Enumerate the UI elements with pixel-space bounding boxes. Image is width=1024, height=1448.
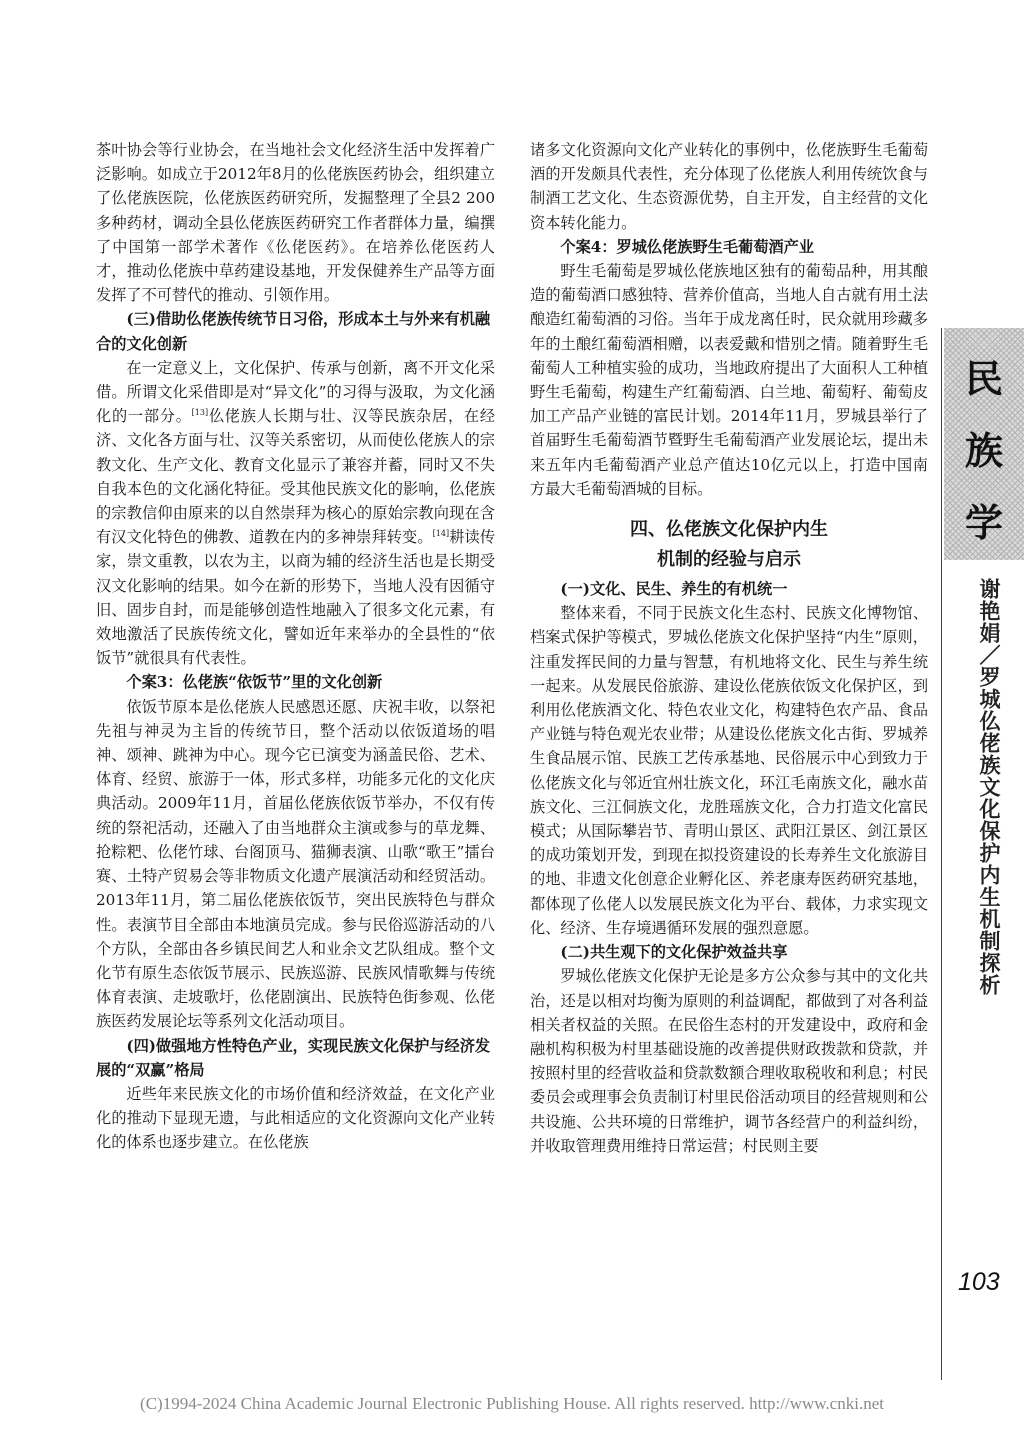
- text-span: 耕读传家，崇文重教，以农为主，以商为辅的经济生活也是长期受汉文化影响的结果。如今在新的形势下，当地人没有因循守旧、固步自封，而是能够创造性地融入了很多文化元素，有效地激活了民族传统文化，譬如近年来举办的全县性的“依饭节”就很具有代表性。: [96, 528, 496, 668]
- running-title: 谢艳娟／罗城仫佬族文化保护内生机制探析: [977, 578, 1001, 996]
- section-heading: (四)做强地方性特色产业，实现民族文化保护与经济发展的“双赢”格局: [96, 1036, 491, 1079]
- section-heading: (一)文化、民生、养生的有机统一: [560, 580, 788, 599]
- case-title: 个案3：仫佬族“依饭节”里的文化创新: [126, 673, 383, 692]
- chapter-heading: [530, 515, 928, 575]
- page-number: 103: [958, 1268, 1000, 1296]
- section-heading: (三)借助仫佬族传统节日习俗，形成本土与外来有机融合的文化创新: [96, 310, 491, 353]
- chapter-heading-line: 机制的经验与启示: [657, 549, 801, 571]
- text-span: 在一定意义上，文化保护、传承与创新，离不开文化采借。所谓文化采借即是对“异文化”的习得与汲取，为文化涵化的一部分。: [96, 358, 495, 426]
- left-column: [96, 138, 495, 1155]
- case-paragraph: 野生毛葡萄是罗城仫佬族地区独有的葡萄品种，用其酿造的葡萄酒口感独特、营养价值高，当地人自古就有用土法酿造红葡萄酒的习俗。当年于成龙离任时，民众就用珍藏多年的土酿红葡萄酒相赠，以表爱戴和惜别之情。随着野生毛葡萄人工种植实验的成功，当地政府提出了大面积人工种植野生毛葡萄，构建生产红葡萄酒、白兰地、葡萄籽、葡萄皮加工产品产业链的富民计划。2014年11月，罗城县举行了首届野生毛葡萄酒节暨野生毛葡萄酒产业发展论坛，提出未来五年内毛葡萄酒产业总产值达10亿元以上，打造中国南方最大毛葡萄酒城的目标。: [530, 262, 928, 498]
- paragraph: [96, 356, 495, 671]
- paragraph: 罗城仫佬族文化保护无论是多方公众参与其中的文化共治，还是以相对均衡为原则的利益调配，都做到了对各利益相关者权益的关照。在民俗生态村的开发建设中，政府和金融机构积极为村里基础设施的改善提供财政拨款和贷款，并按照村里的经营收益和贷款数额合理收取税收和利息；村民委员会或理事会负责制订村里民俗活动项目的经营规则和公共设施、公共环境的日常维护，调节各经营户的利益纠纷，并收取管理费用维持日常运营；村民则主要: [530, 967, 928, 1155]
- paragraph: 茶叶协会等行业协会，在当地社会文化经济生活中发挥着广泛影响。如成立于2012年8月的仫佬族医药协会，组织建立了仫佬族医院，仫佬族医药研究所，发掘整理了全县2 200多种药材，调动全县仫佬族医药研究工作者群体力量，编撰了中国第一部学术著作《仫佬医药》。在培养仫佬医药人才，推动仫佬族中草药建设基地，开发保健养生产品等方面发挥了不可替代的推动、引领作用。: [96, 141, 495, 305]
- section-band: [944, 328, 1024, 560]
- chapter-heading-line: 四、仫佬族文化保护内生: [630, 519, 828, 541]
- copyright-footer: (C)1994-2024 China Academic Journal Electronic Publishing House. All rights reserved. http://www.cnki.net: [140, 1394, 884, 1413]
- vertical-rule: [941, 328, 942, 1380]
- section-heading: (二)共生观下的文化保护效益共享: [560, 943, 788, 962]
- citation: [14]: [432, 529, 450, 539]
- case-paragraph: 依饭节原本是仫佬族人民感恩还愿、庆祝丰收，以祭祀先祖与神灵为主旨的传统节日，整个活动以依饭道场的唱神、颂神、跳神为中心。现今它已演变为涵盖民俗、艺术、体育、经贸、旅游于一体，形式多样，功能多元化的文化庆典活动。2009年11月，首届仫佬族依饭节举办，不仅有传统的祭祀活动，还融入了由当地群众主演或参与的草龙舞、抢粽粑、仫佬竹球、台阁顶马、猫狮表演、山歌“歌王”擂台赛、土特产贸易会等非物质文化遗产展演活动和经贸活动。2013年11月，第二届仫佬族依饭节，突出民族特色与群众性。表演节目全部由本地演员完成。参与民俗巡游活动的八个方队，全部由各乡镇民间艺人和业余文艺队组成。整个文化节有原生态依饭节展示、民族巡游、民族风情歌舞与传统体育表演、走坡歌圩，仫佬剧演出、民族特色街参观、仫佬族医药发展论坛等系列文化活动项目。: [96, 697, 495, 1031]
- paragraph: 诸多文化资源向文化产业转化的事例中，仫佬族野生毛葡萄酒的开发颇具代表性，充分体现了仫佬族人利用传统饮食与制酒工艺文化、生态资源优势，自主开发，自主经营的文化资本转化能力。: [530, 141, 928, 232]
- citation: [13]: [191, 408, 209, 418]
- paragraph: 整体来看，不同于民族文化生态村、民族文化博物馆、档案式保护等模式，罗城仫佬族文化保护坚持“内生”原则，注重发挥民间的力量与智慧，有机地将文化、民生与养生统一起来。从发展民俗旅游、建设仫佬族依饭文化保护区，到利用仫佬族酒文化、特色农业文化，构建特色农产品、食品产业链与特色观光农业带；从建设仫佬族文化古街、罗城养生食品展示馆、民族工艺传承基地、民俗展示中心到致力于仫佬族文化与邻近宜州壮族文化，环江毛南族文化，融水苗族文化、三江侗族文化，龙胜瑶族文化，合力打造文化富民模式；从国际攀岩节、青明山景区、武阳江景区、剑江景区的成功策划开发，到现在拟投资建设的长寿养生文化旅游目的地、非遗文化创意企业孵化区、养老康寿医药研究基地，都体现了仫佬人以发展民族文化为平台、载体，力求实现文化、经济、生存境遇循环发展的强烈意愿。: [530, 604, 928, 937]
- section-char: 族: [964, 429, 1003, 473]
- section-char: 学: [964, 501, 1003, 545]
- case-title: 个案4：罗城仫佬族野生毛葡萄酒产业: [560, 237, 814, 256]
- text-span: 仫佬族人长期与壮、汉等民族杂居，在经济、文化各方面与壮、汉等关系密切，从而使仫佬族人的宗教文化、生产文化、教育文化显示了兼容并蓄，同时又不失自我本色的文化涵化特征。受其他民族文化的影响，仫佬族的宗教信仰由原来的以自然崇拜为核心的原始宗教向现在含有汉文化特色的佛教、道教在内的多神崇拜转变。: [96, 407, 496, 547]
- paragraph: 近些年来民族文化的市场价值和经济效益，在文化产业化的推动下显现无遗，与此相适应的文化资源向文化产业转化的体系也逐步建立。在仫佬族: [96, 1084, 495, 1152]
- section-char: 民: [964, 357, 1003, 401]
- right-column: [530, 138, 928, 1158]
